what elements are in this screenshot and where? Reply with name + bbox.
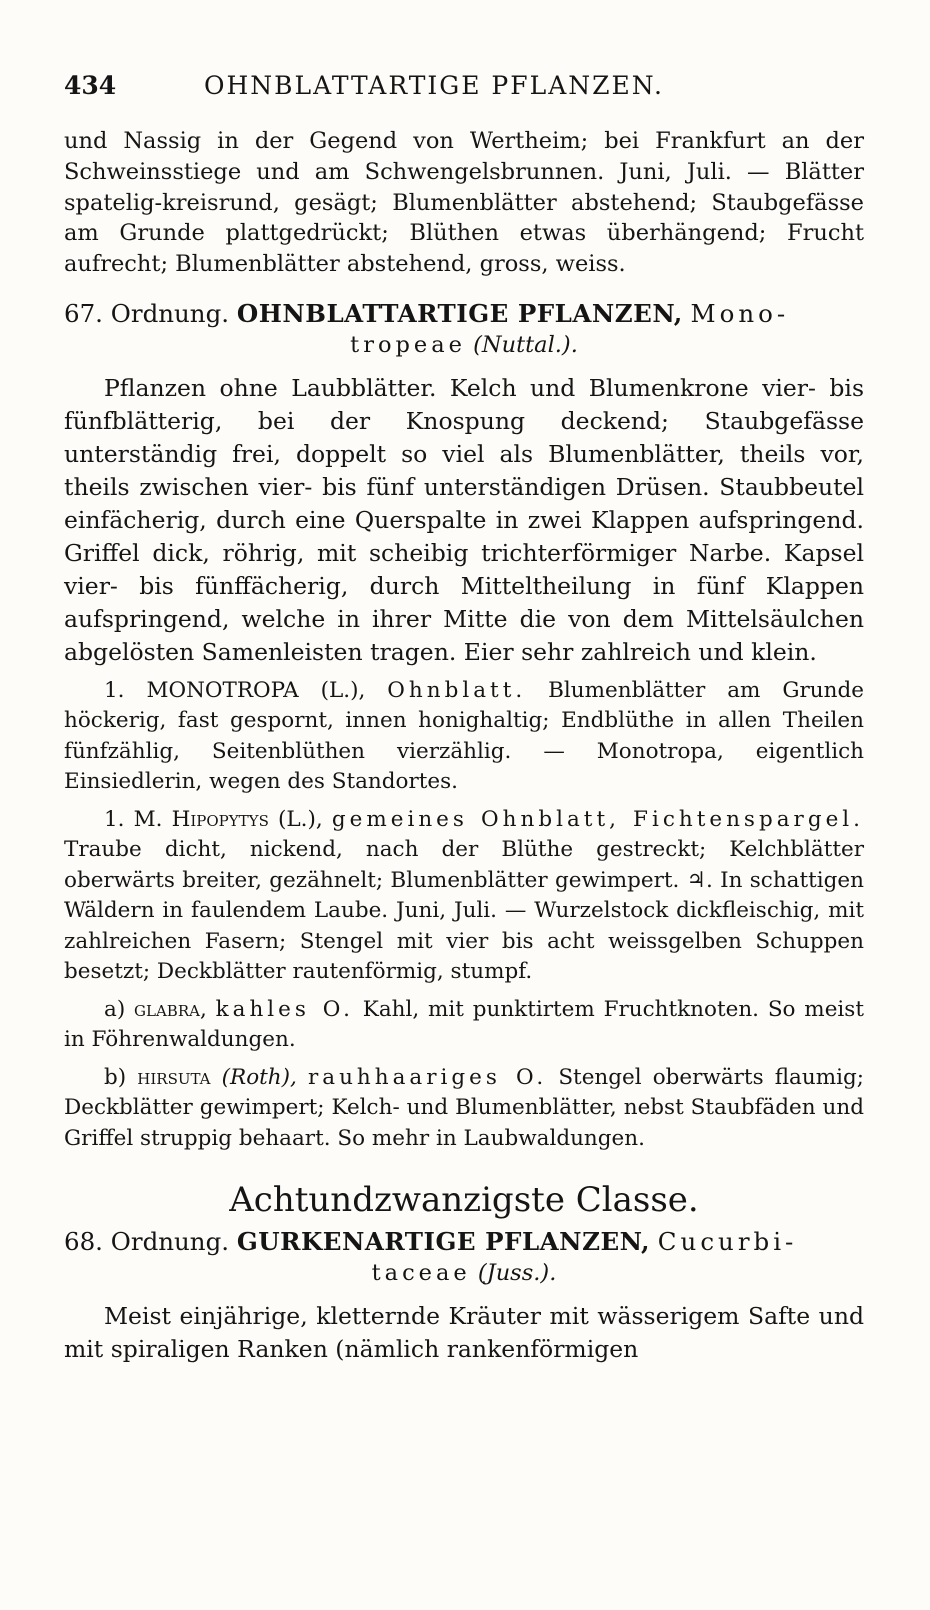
order-67-latin-b: tropeae [350, 331, 466, 358]
genus-monotropa [64, 676, 864, 798]
class-heading: Achtundzwanzigste Classe. [229, 1180, 699, 1221]
order-67-latin-a: Mono- [690, 298, 790, 328]
order-67-label: Ordnung. [110, 298, 230, 328]
variety-b-text: Stengel oberwärts flaumig; Deckblätter gewimpert; Kelch- und Blumenblätter, nebst Staubfäden und Griffel struppig behaart. So mehr in Laubwaldungen. [64, 1064, 864, 1151]
order-68-label: Ordnung. [110, 1227, 230, 1257]
variety-a-text: Kahl, mit punktirtem Fruchtknoten. So meist in Föhrenwaldungen. [64, 996, 864, 1053]
species-common-name: gemeines Ohnblatt, Fichtenspargel. [331, 806, 865, 832]
order-68-latin-line [64, 1258, 864, 1288]
variety-a [64, 995, 864, 1056]
order-68-heading [64, 1226, 864, 1258]
genus-common-name: Ohnblatt. [387, 677, 527, 703]
order-68-latin-a: Cucurbi- [657, 1227, 798, 1257]
page-content [64, 126, 864, 1366]
order-67-number: 67. [64, 298, 103, 328]
genus-name: MONOTROPA [146, 677, 299, 703]
species-authority: (L.), [277, 806, 323, 832]
species-name: Hipopytys [171, 806, 269, 832]
species-number: 1. M. [104, 806, 163, 832]
continuation-paragraph: und Nassig in der Gegend von Wertheim; bei Frankfurt an der Schweinsstiege und am Schwengelsbrunnen. Juni, Juli. — Blätter spatelig-kreisrund, gesägt; Blumenblätter abstehend; Staubgefässe am Grunde plattgedrückt; Blüthen etwas überhängend; Frucht aufrecht; Blumenblätter abstehend, gross, weiss. [64, 128, 864, 278]
variety-b-authority: (Roth), [221, 1064, 297, 1090]
genus-number: 1. [104, 677, 125, 703]
genus-text: Blumenblätter am Grunde höckerig, fast gespornt, innen honighaltig; Endblüthe in allen Theilen fünfzählig, Seitenblüthen vierzählig. — Monotropa, eigentlich Einsiedlerin, wegen des Standortes. [64, 677, 864, 795]
variety-a-name: glabra, [134, 996, 207, 1022]
species-hipopytys [64, 805, 864, 988]
variety-a-label: a) [104, 996, 126, 1022]
order-68-latin-b: taceae [371, 1260, 471, 1287]
order-67-name: OHNBLATTARTIGE PFLANZEN, [236, 298, 683, 328]
variety-b-label: b) [104, 1064, 127, 1090]
variety-b-common: rauhhaariges O. [307, 1064, 548, 1090]
order-68-description: Meist einjährige, kletternde Kräuter mit wässerigem Safte und mit spiraligen Ranken (nämlich rankenförmigen [64, 1302, 864, 1364]
order-68-name: GURKENARTIGE PFLANZEN, [236, 1227, 650, 1257]
variety-a-common: kahles O. [215, 996, 354, 1022]
variety-b [64, 1063, 864, 1155]
species-text: Traube dicht, nickend, nach der Blüthe gestreckt; Kelchblätter oberwärts breiter, gezähnelt; Blumenblätter gewimpert. ♃. In schattigen Wäldern in faulendem Laube. Juni, Juli. — Wurzelstock dickfleischig, mit zahlreichen Fasern; Stengel mit vier bis acht weissgelben Schuppen besetzt; Deckblätter rautenförmig, stumpf. [64, 837, 864, 985]
page-number: 434 [64, 71, 117, 100]
order-67-heading [64, 298, 864, 330]
genus-authority: (L.), [320, 677, 366, 703]
order-68-authority: (Juss.). [477, 1260, 557, 1287]
order-67-latin-line [64, 330, 864, 360]
order-67-authority: (Nuttal.). [473, 331, 578, 358]
variety-b-name: hirsuta [137, 1064, 211, 1090]
order-68-number: 68. [64, 1227, 103, 1257]
page-header [64, 66, 864, 106]
running-title: OHNBLATTARTIGE PFLANZEN. [204, 71, 664, 100]
order-67-description: Pflanzen ohne Laubblätter. Kelch und Blumenkrone vier- bis fünfblätterig, bei der Knospung deckend; Staubgefässe unterständig frei, doppelt so viel als Blumenblätter, theils vor, theils zwischen vier- bis fünf unterständigen Drüsen. Staubbeutel einfächerig, durch eine Querspalte in zwei Klappen aufspringend. Griffel dick, röhrig, mit scheibig trichterförmiger Narbe. Kapsel vier- bis fünffächerig, durch Mitteltheilung in fünf Klappen aufspringend, welche in ihrer Mitte die von dem Mittelsäulchen abgelösten Samenleisten tragen. Eier sehr zahlreich und klein. [64, 373, 864, 666]
